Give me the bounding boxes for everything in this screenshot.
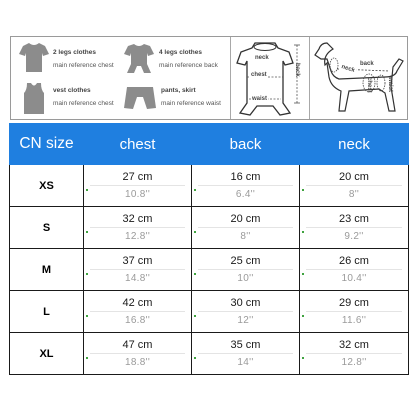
cell-marker bbox=[302, 189, 304, 191]
chest-cm-value: 47 cm bbox=[122, 338, 153, 351]
neck-cell bbox=[300, 333, 409, 375]
table-row bbox=[10, 291, 409, 333]
size-label: S bbox=[10, 207, 84, 249]
cell-marker bbox=[86, 315, 88, 317]
cell-marker bbox=[194, 273, 196, 275]
cell-marker bbox=[302, 357, 304, 359]
neck-cell bbox=[300, 291, 409, 333]
garment-back-label: back bbox=[294, 63, 300, 77]
chest-inch-value: 10.8'' bbox=[124, 188, 151, 200]
guide-item-vest-title: vest clothes bbox=[53, 87, 91, 94]
table-row bbox=[10, 165, 409, 207]
cell-marker bbox=[194, 357, 196, 359]
table-header-row bbox=[10, 124, 409, 165]
size-label: XS bbox=[10, 165, 84, 207]
header-cn-size: CN size bbox=[10, 124, 84, 165]
dog-neck-label: neck bbox=[340, 64, 356, 74]
cell-divider bbox=[198, 185, 293, 186]
shirt-icon bbox=[19, 41, 49, 73]
guide-item-4legs-subtitle: main reference back bbox=[159, 62, 218, 69]
neck-cm-value: 26 cm bbox=[339, 254, 369, 267]
chest-cell bbox=[84, 207, 192, 249]
cell-marker bbox=[194, 189, 196, 191]
header-back: back bbox=[192, 124, 300, 165]
garment-waist-label: waist bbox=[252, 96, 268, 102]
chest-inch-value: 16.8'' bbox=[124, 314, 151, 326]
cell-divider bbox=[306, 185, 402, 186]
header-neck: neck bbox=[300, 124, 409, 165]
chest-cm-value: 37 cm bbox=[122, 254, 153, 267]
cell-divider bbox=[198, 227, 293, 228]
back-cm-value: 25 cm bbox=[230, 254, 261, 267]
table-row bbox=[10, 249, 409, 291]
guide-item-pants-title: pants, skirt bbox=[161, 87, 196, 94]
size-chart-table bbox=[9, 123, 409, 375]
cell-divider bbox=[306, 269, 402, 270]
chest-cm-value: 32 cm bbox=[122, 212, 153, 225]
neck-inch-value: 10.4'' bbox=[341, 272, 367, 284]
cell-divider bbox=[90, 185, 185, 186]
neck-cell bbox=[300, 165, 409, 207]
guide-item-2legs-subtitle: main reference chest bbox=[53, 62, 114, 69]
back-cell bbox=[192, 249, 300, 291]
back-inch-value: 10'' bbox=[237, 272, 254, 284]
back-cm-value: 16 cm bbox=[230, 170, 261, 183]
cell-marker bbox=[86, 357, 88, 359]
cell-divider bbox=[90, 227, 185, 228]
cell-marker bbox=[86, 273, 88, 275]
back-cm-value: 30 cm bbox=[230, 296, 261, 309]
cell-marker bbox=[86, 231, 88, 233]
chest-inch-value: 12.8'' bbox=[124, 230, 151, 242]
neck-cell bbox=[300, 207, 409, 249]
dog-waist-label: waist bbox=[387, 77, 393, 93]
cell-marker bbox=[302, 273, 304, 275]
cell-marker bbox=[86, 189, 88, 191]
guide-divider bbox=[230, 37, 231, 119]
guide-item-pants-subtitle: main reference waist bbox=[161, 100, 221, 107]
back-inch-value: 12'' bbox=[237, 314, 254, 326]
table-row bbox=[10, 207, 409, 249]
neck-inch-value: 12.8'' bbox=[341, 356, 367, 368]
back-cell bbox=[192, 291, 300, 333]
guide-divider bbox=[309, 37, 310, 119]
size-label: L bbox=[10, 291, 84, 333]
neck-cm-value: 23 cm bbox=[339, 212, 369, 225]
neck-cm-value: 20 cm bbox=[339, 170, 369, 183]
table-row bbox=[10, 333, 409, 375]
neck-cm-value: 32 cm bbox=[339, 338, 369, 351]
back-cell bbox=[192, 333, 300, 375]
neck-inch-value: 8'' bbox=[348, 188, 360, 200]
header-chest: chest bbox=[84, 124, 192, 165]
back-cm-value: 35 cm bbox=[230, 338, 261, 351]
dog-back-label: back bbox=[360, 61, 374, 67]
pants-icon bbox=[123, 86, 157, 110]
cell-divider bbox=[198, 353, 293, 354]
cell-divider bbox=[198, 311, 293, 312]
chest-cell bbox=[84, 333, 192, 375]
chest-cell bbox=[84, 249, 192, 291]
cell-marker bbox=[194, 315, 196, 317]
neck-cm-value: 29 cm bbox=[339, 296, 369, 309]
cell-marker bbox=[302, 231, 304, 233]
four-leg-shirt-icon bbox=[123, 42, 155, 74]
cell-marker bbox=[194, 231, 196, 233]
back-inch-value: 6.4'' bbox=[235, 188, 256, 200]
cell-divider bbox=[306, 353, 402, 354]
vest-icon bbox=[23, 82, 45, 115]
neck-inch-value: 11.6'' bbox=[341, 314, 367, 326]
garment-measurement-diagram bbox=[233, 39, 307, 117]
guide-item-2legs-title: 2 legs clothes bbox=[53, 49, 96, 56]
chest-cm-value: 42 cm bbox=[122, 296, 153, 309]
cell-divider bbox=[90, 353, 185, 354]
chest-cell bbox=[84, 291, 192, 333]
cell-marker bbox=[302, 315, 304, 317]
garment-chest-label: chest bbox=[251, 72, 267, 78]
back-cell bbox=[192, 165, 300, 207]
back-cm-value: 20 cm bbox=[230, 212, 261, 225]
table-body bbox=[10, 165, 409, 375]
cell-divider bbox=[306, 311, 402, 312]
measurement-guide-panel bbox=[10, 36, 408, 120]
garment-neck-label: neck bbox=[255, 55, 269, 61]
chest-cm-value: 27 cm bbox=[122, 170, 153, 183]
guide-item-4legs-title: 4 legs clothes bbox=[159, 49, 202, 56]
chest-cell bbox=[84, 165, 192, 207]
size-label: XL bbox=[10, 333, 84, 375]
back-inch-value: 8'' bbox=[240, 230, 251, 242]
cell-divider bbox=[90, 269, 185, 270]
dog-chest-label: chest bbox=[366, 77, 372, 93]
cell-divider bbox=[198, 269, 293, 270]
size-label: M bbox=[10, 249, 84, 291]
back-inch-value: 14'' bbox=[237, 356, 254, 368]
chest-inch-value: 18.8'' bbox=[124, 356, 151, 368]
back-cell bbox=[192, 207, 300, 249]
guide-item-vest-subtitle: main reference chest bbox=[53, 100, 114, 107]
neck-cell bbox=[300, 249, 409, 291]
chest-inch-value: 14.8'' bbox=[124, 272, 151, 284]
cell-divider bbox=[306, 227, 402, 228]
cell-divider bbox=[90, 311, 185, 312]
neck-inch-value: 9.2'' bbox=[344, 230, 364, 242]
